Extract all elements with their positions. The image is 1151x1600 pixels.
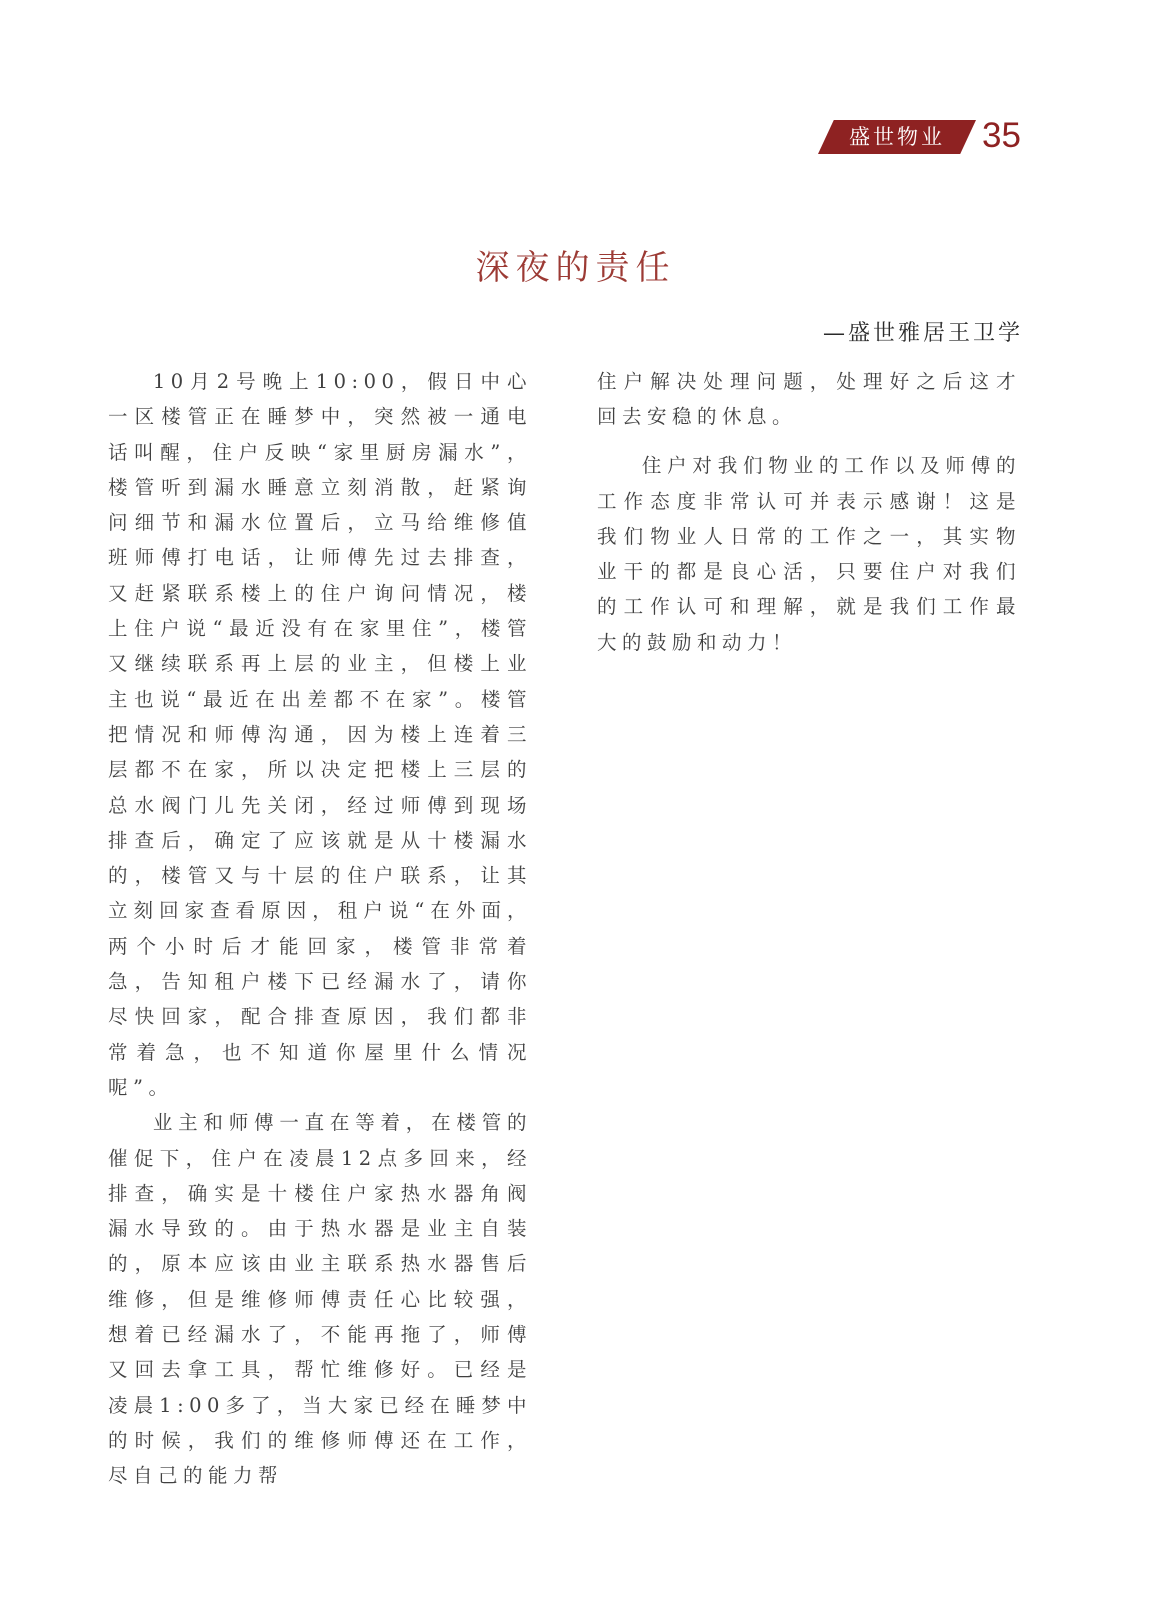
paragraph: 住户对我们物业的工作以及师傅的工作态度非常认可并表示感谢！这是我们物业人日常的工作之一，其实物业干的都是良心活，只要住户对我们的工作认可和理解，就是我们工作最大的鼓励和动力！ xyxy=(597,454,1021,654)
article-title: 深夜的责任 xyxy=(475,248,676,288)
article-byline: —盛世雅居王卫学 xyxy=(822,321,1023,346)
page-number: 35 xyxy=(982,116,1021,155)
left-column xyxy=(108,364,532,1494)
paragraph: 业主和师傅一直在等着，在楼管的催促下，住户在凌晨12点多回来，经排查，确实是十楼住户家热水器角阀漏水导致的。由于热水器是业主自装的，原本应该由业主联系热水器售后维修，但是维修师傅责任心比较强，想着已经漏水了，不能再拖了，师傅又回去拿工具，帮忙维修好。已经是凌晨1:00多了，当大家已经在睡梦中的时候，我们的维修师傅还在工作，尽自己的能力帮 xyxy=(108,1111,532,1488)
paragraph: 住户解决处理问题，处理好之后这才回去安稳的休息。 xyxy=(597,370,1021,429)
section-label: 盛世物业 xyxy=(849,125,945,149)
right-column xyxy=(597,364,1021,660)
paragraph: 10月2号晚上10:00，假日中心一区楼管正在睡梦中，突然被一通电话叫醒，住户反映“家里厨房漏水”，楼管听到漏水睡意立刻消散，赶紧询问细节和漏水位置后，立马给维修值班师傅打电话，让师傅先过去排查，又赶紧联系楼上的住户询问情况，楼上住户说“最近没有在家里住”，楼管又继续联系再上层的业主，但楼上业主也说“最近在出差都不在家”。楼管把情况和师傅沟通，因为楼上连着三层都不在家，所以决定把楼上三层的总水阀门儿先关闭，经过师傅到现场排查后，确定了应该就是从十楼漏水的，楼管又与十层的住户联系，让其立刻回家查看原因，租户说“在外面，两个小时后才能回家，楼管非常着急，告知租户楼下已经漏水了，请你尽快回家，配合排查原因，我们都非常着急，也不知道你屋里什么情况呢”。 xyxy=(108,370,532,1099)
